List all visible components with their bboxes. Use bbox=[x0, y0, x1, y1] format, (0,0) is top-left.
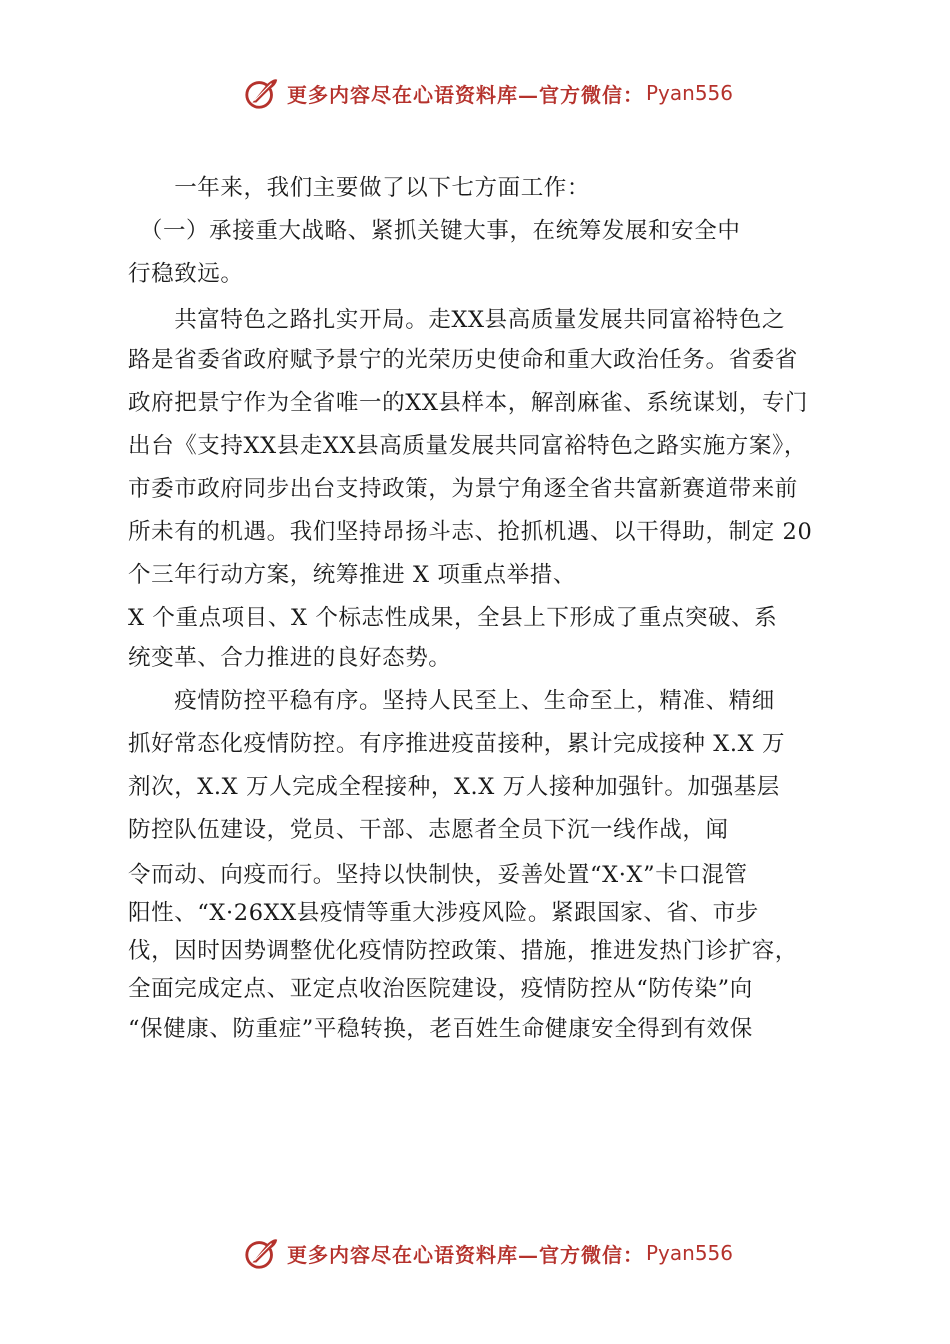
body-line: 个三年行动方案，统筹推进 X 项重点举措、 bbox=[128, 562, 576, 588]
body-line: （一）承接重大战略、紧抓关键大事，在统筹发展和安全中 bbox=[128, 218, 741, 244]
body-line: 剂次，X.X 万人完成全程接种，X.X 万人接种加强针。加强基层 bbox=[128, 774, 780, 800]
watermark-site-text: 更多内容尽在心语资料库—官方微信： bbox=[287, 1242, 644, 1267]
body-line: 防控队伍建设，党员、干部、志愿者全员下沉一线作战，闻 bbox=[128, 817, 729, 843]
watermark-wechat-id: Pyan556 bbox=[646, 81, 734, 105]
body-line: 路是省委省政府赋予景宁的光荣历史使命和重大政治任务。省委省 bbox=[128, 347, 798, 373]
body-line: 出台《支持XX县走XX县高质量发展共同富裕特色之路实施方案》， bbox=[128, 433, 807, 459]
body-line: 共富特色之路扎实开局。走XX县高质量发展共同富裕特色之 bbox=[128, 307, 785, 333]
body-line: 行稳致远。 bbox=[128, 261, 244, 287]
body-line: 阳性、“X·26XX县疫情等重大涉疫风险。紧跟国家、省、市步 bbox=[128, 900, 759, 926]
body-line: 所未有的机遇。我们坚持昂扬斗志、抢抓机遇、以干得助，制定 20 bbox=[128, 519, 813, 545]
body-line: 令而动、向疫而行。坚持以快制快，妥善处置“X·X”卡口混管 bbox=[128, 862, 748, 888]
watermark-site-text: 更多内容尽在心语资料库—官方微信： bbox=[287, 82, 644, 107]
body-line: “保健康、防重症”平稳转换，老百姓生命健康安全得到有效保 bbox=[128, 1016, 753, 1042]
body-line: 统变革、合力推进的良好态势。 bbox=[128, 645, 452, 671]
quill-pen-logo-icon bbox=[243, 1234, 281, 1272]
body-line: 伐，因时因势调整优化疫情防控政策、措施，推进发热门诊扩容， bbox=[128, 938, 798, 964]
body-line: 市委市政府同步出台支持政策，为景宁角逐全省共富新赛道带来前 bbox=[128, 476, 798, 502]
body-line: 抓好常态化疫情防控。有序推进疫苗接种，累计完成接种 X.X 万 bbox=[128, 731, 786, 757]
watermark-banner-bottom bbox=[243, 1233, 733, 1273]
body-line: 全面完成定点、亚定点收治医院建设，疫情防控从“防传染”向 bbox=[128, 976, 753, 1002]
quill-pen-logo-icon bbox=[243, 74, 281, 112]
body-line: 疫情防控平稳有序。坚持人民至上、生命至上，精准、精细 bbox=[128, 688, 775, 714]
body-line: X 个重点项目、X 个标志性成果，全县上下形成了重点突破、系 bbox=[128, 605, 778, 631]
body-line: 一年来，我们主要做了以下七方面工作： bbox=[128, 175, 591, 201]
watermark-wechat-id: Pyan556 bbox=[646, 1241, 734, 1265]
watermark-banner-top bbox=[243, 73, 733, 113]
body-line: 政府把景宁作为全省唯一的XX县样本，解剖麻雀、系统谋划，专门 bbox=[128, 390, 809, 416]
